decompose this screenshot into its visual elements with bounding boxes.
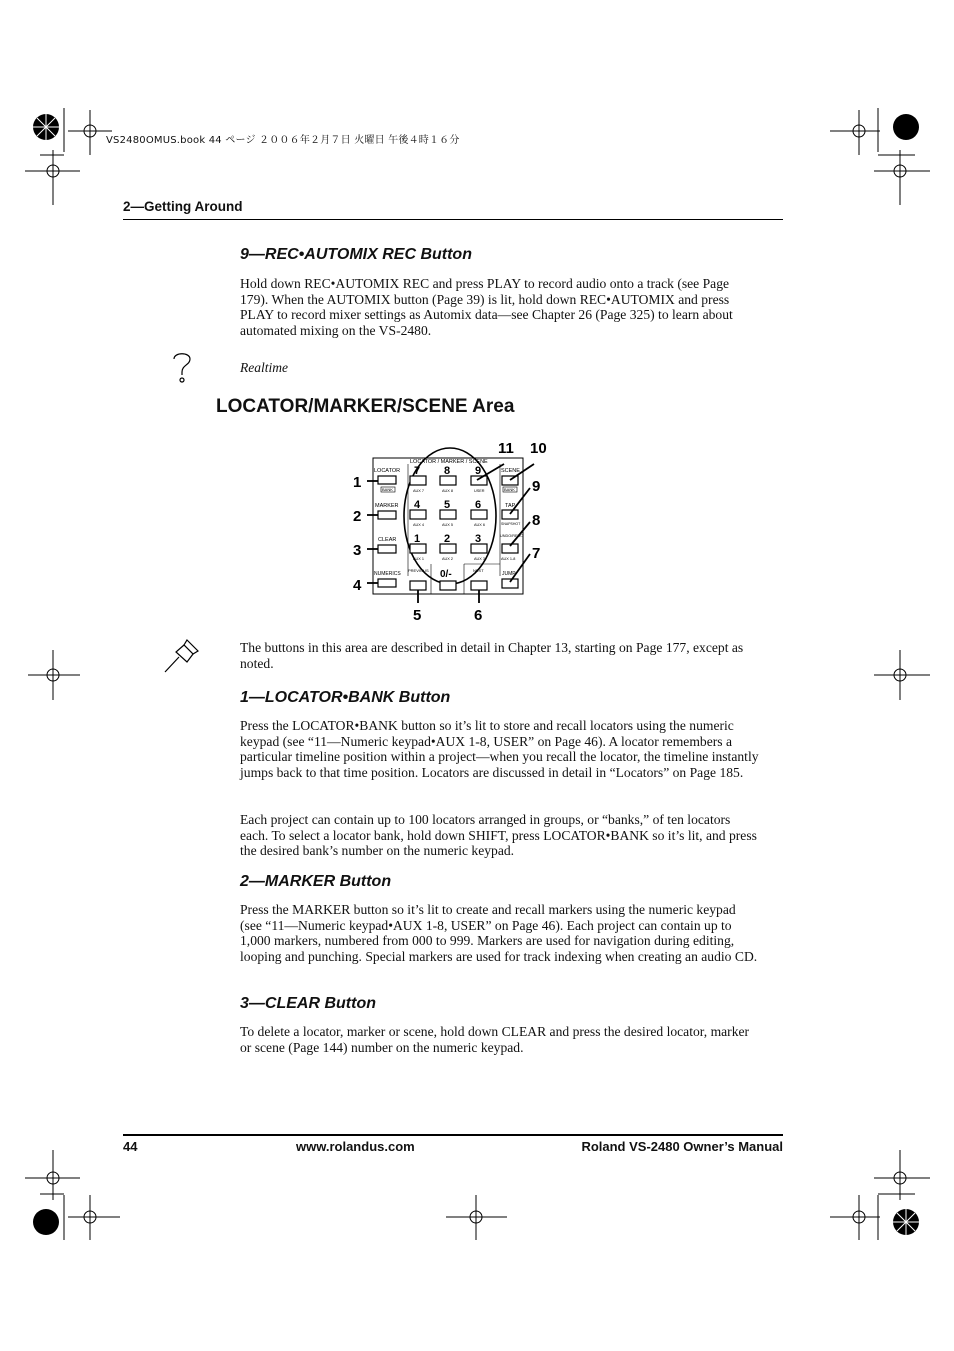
tap-button[interactable]	[502, 510, 518, 519]
footer-url: www.rolandus.com	[296, 1139, 415, 1154]
label-jump: JUMP	[502, 571, 516, 577]
footer-rule	[123, 1134, 783, 1136]
key-sub-aux2: AUX 2	[442, 557, 453, 561]
jump-button[interactable]	[502, 579, 518, 588]
next-button[interactable]	[471, 581, 487, 590]
key-7: 7	[414, 465, 421, 477]
numerics-button[interactable]	[378, 579, 396, 587]
scene-bank-label: BANK	[504, 487, 515, 492]
label-locator: LOCATOR	[374, 468, 401, 474]
panel-title: LOCATOR / MARKER / SCENE	[410, 459, 488, 465]
key-8: 8	[444, 465, 451, 477]
scene-button[interactable]	[502, 476, 518, 485]
zero-button[interactable]	[440, 581, 456, 590]
bank-label: BANK	[382, 487, 393, 492]
key-4: 4	[414, 499, 421, 511]
callout-4: 4	[353, 577, 362, 594]
pushpin-icon	[163, 638, 201, 674]
key-sub-aux1: AUX 1	[413, 557, 424, 561]
header-rule	[123, 219, 783, 220]
key-zero: 0/-	[440, 569, 452, 580]
key-sub-aux5: AUX 5	[442, 523, 453, 527]
label-aux-1-8: AUX 1-8	[501, 557, 516, 561]
clear-button[interactable]	[378, 545, 396, 553]
label-previous: PREVIOUS	[408, 568, 429, 573]
label-next: NEXT	[473, 568, 484, 573]
locator-panel-diagram	[340, 436, 570, 626]
key-sub-aux7: AUX 7	[413, 489, 424, 493]
callout-1: 1	[353, 474, 362, 491]
marker-button[interactable]	[378, 511, 396, 519]
key-2: 2	[444, 533, 451, 545]
key-9: 9	[475, 465, 482, 477]
callout-8: 8	[532, 512, 541, 529]
print-header: VS2480OMUS.book 44 ページ ２００６年２月７日 火曜日 午後４時１６分	[106, 135, 460, 146]
callout-10: 10	[530, 440, 547, 457]
rec-section-body: Hold down REC•AUTOMIX REC and press PLAY to record audio onto a track (see Page 179). When the AUTOMIX button (Page 39) is lit, hold down REC•AUTOMIX and press PLAY to record mixer settings as Automix data—see Chapter 26 (Page 325) to learn about automated mixing on the VS-2480.	[240, 276, 733, 338]
key-1: 1	[414, 533, 421, 545]
note-text: The buttons in this area are described in detail in Chapter 13, starting on Page 177, except as noted.	[240, 640, 744, 671]
locator-button[interactable]	[378, 476, 396, 484]
callout-9: 9	[532, 478, 541, 495]
locator-section-body-2: Each project can contain up to 100 locators arranged in groups, or “banks,” of ten locators each. To select a locator bank, hold down SHIFT, press LOCATOR•BANK so it’s lit, and press the desired bank’s number on the numeric keypad.	[240, 812, 757, 859]
marker-section-body: Press the MARKER button so it’s lit to create and recall markers using the numeric keypad (see “11—Numeric keypad•AUX 1-8, USER” on Page 46). Each project can contain up to 1,000 markers, numbered from 000 to 999. Markers are used for navigation during editing, looping and punching. Special markers are used for track indexing when creating an audio CD.	[240, 902, 758, 964]
callout-3: 3	[353, 542, 362, 559]
label-undo-redo: UNDO/REDO	[500, 534, 524, 538]
label-scene: SCENE	[501, 468, 520, 474]
key-3: 3	[475, 533, 482, 545]
callout-6: 6	[474, 607, 483, 624]
label-clear: CLEAR	[378, 537, 397, 543]
key-sub-aux8: AUX 8	[442, 489, 453, 493]
rec-section-title: 9—REC•AUTOMIX REC Button	[240, 246, 472, 263]
label-tap: TAP	[505, 503, 516, 509]
page-number: 44	[123, 1139, 138, 1154]
question-mark-icon	[170, 350, 194, 384]
previous-button[interactable]	[410, 581, 426, 590]
clear-section-body: To delete a locator, marker or scene, hold down CLEAR and press the desired locator, marker or scene (Page 144) number on the numeric keypad.	[240, 1024, 750, 1055]
running-head: 2—Getting Around	[123, 199, 243, 214]
clear-section-title: 3—CLEAR Button	[240, 995, 376, 1012]
footer-manual-title: Roland VS-2480 Owner’s Manual	[581, 1139, 783, 1154]
callout-11: 11	[498, 440, 514, 457]
key-sub-user: USER	[474, 489, 485, 493]
key-sub-aux4: AUX 4	[413, 523, 424, 527]
key-5: 5	[444, 499, 451, 511]
label-numerics: NUMERICS	[374, 571, 401, 577]
label-marker: MARKER	[375, 503, 399, 509]
key-6: 6	[475, 499, 482, 511]
realtime-label: Realtime	[240, 360, 288, 375]
area-title: LOCATOR/MARKER/SCENE Area	[216, 396, 515, 417]
callout-5: 5	[413, 607, 422, 624]
locator-section-title: 1—LOCATOR•BANK Button	[240, 689, 451, 706]
locator-section-body-1: Press the LOCATOR•BANK button so it’s lit to store and recall locators using the numeric keypad (see “11—Numeric keypad•AUX 1-8, USER” on Page 46). A locator remembers a particular timeline position within a project—when you recall the locator, the timeline instantly jumps back to that time position. Locators are discussed in detail in “Locators” on Page 185.	[240, 718, 759, 780]
label-snapshot: SNAPSHOT	[501, 522, 521, 526]
key-sub-aux6: AUX 6	[474, 523, 485, 527]
callout-7: 7	[532, 545, 541, 562]
callout-2: 2	[353, 508, 362, 525]
marker-section-title: 2—MARKER Button	[240, 873, 392, 890]
key-sub-aux3: AUX 3	[474, 557, 485, 561]
